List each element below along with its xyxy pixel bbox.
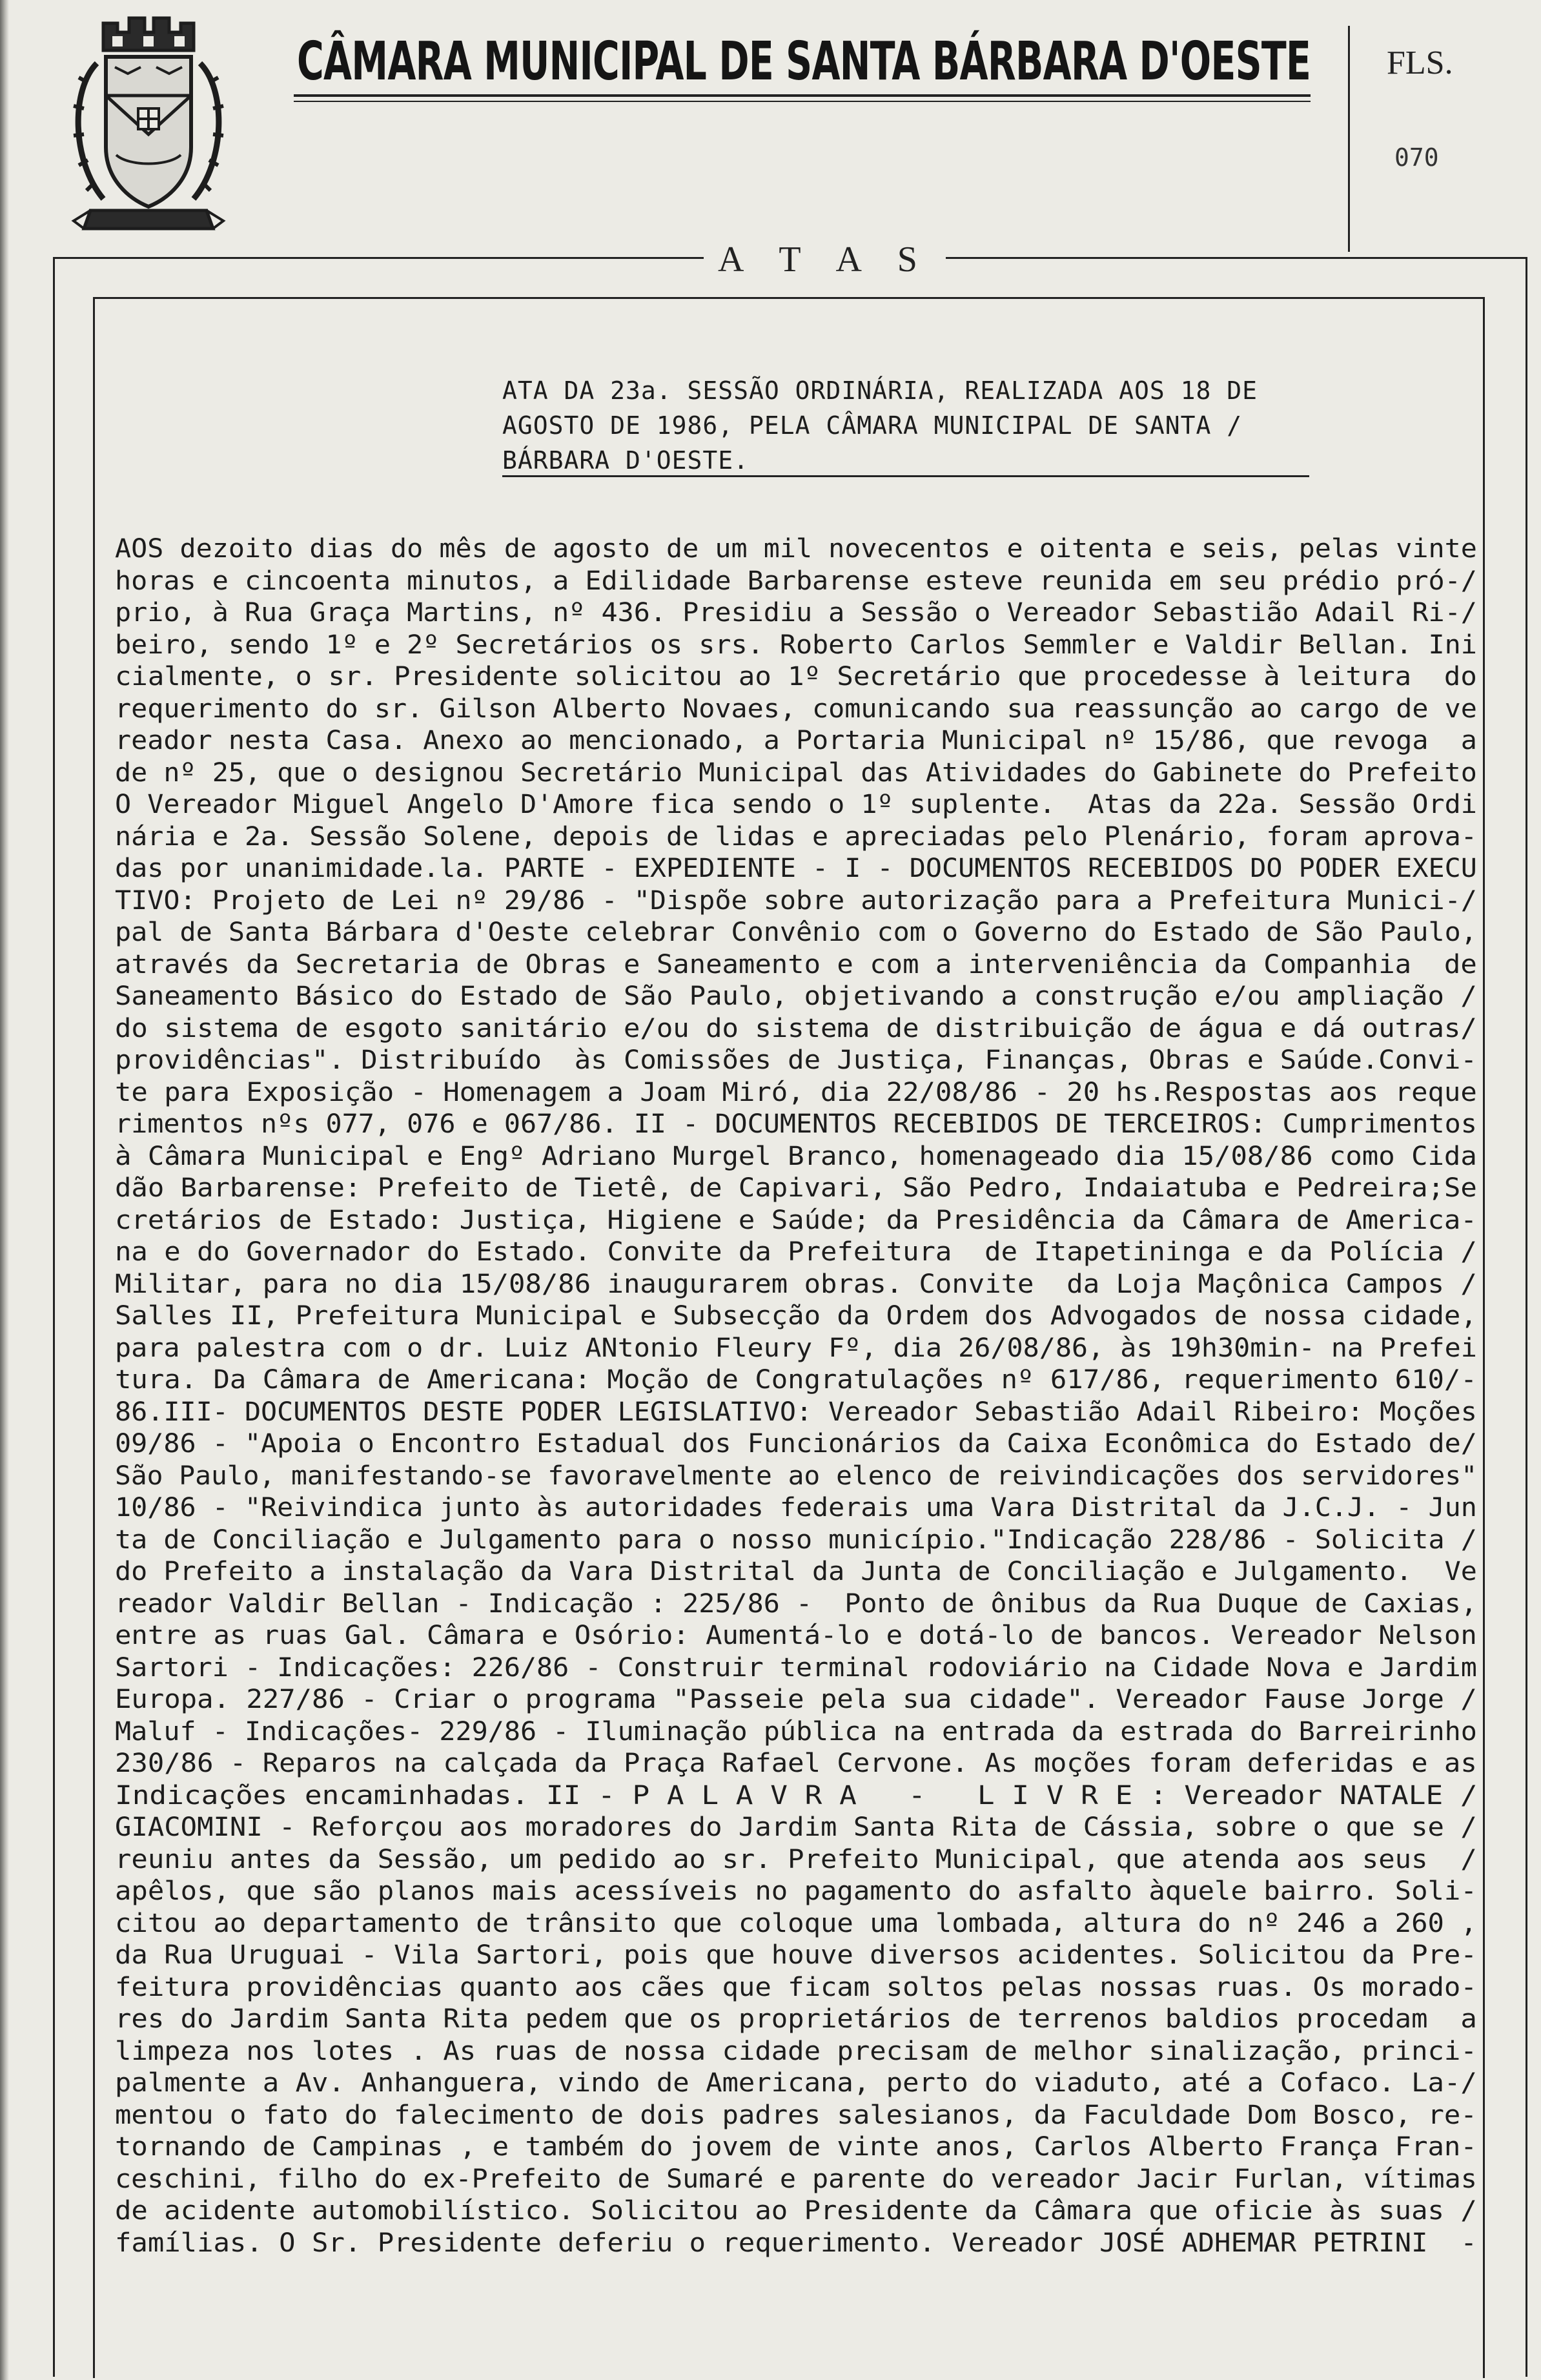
body-line: Saneamento Básico do Estado de São Paulo, objetivando a construção e/ou ampliação / — [115, 981, 1477, 1011]
body-line: Sartori - Indicações: 226/86 - Construir terminal rodoviário na Cidade Nova e Jardim — [115, 1652, 1477, 1683]
body-line: pal de Santa Bárbara d'Oeste celebrar Convênio com o Governo do Estado de São Paulo, — [115, 918, 1477, 947]
body-line: AOS dezoito dias do mês de agosto de um mil novecentos e oitenta e seis, pelas vinte — [115, 534, 1477, 564]
body-line: prio, à Rua Graça Martins, nº 436. Presidiu a Sessão o Vereador Sebastião Adail Ri-/ — [115, 598, 1477, 628]
body-line: Maluf - Indicações- 229/86 - Iluminação pública na entrada da estrada do Barreirinho — [115, 1716, 1477, 1747]
body-line: Indicações encaminhadas. II - P A L A V R A - L I V R E : Vereador NATALE / — [115, 1780, 1478, 1811]
body-line: 230/86 - Reparos na calçada da Praça Rafael Cervone. As moções foram deferidas e as — [115, 1749, 1477, 1778]
body-line: O Vereador Miguel Angelo D'Amore fica sendo o 1º suplente. Atas da 22a. Sessão Ordi — [115, 790, 1477, 819]
body-line: do sistema de esgoto sanitário e/ou do sistema de distribuição de água e dá outras/ — [115, 1013, 1477, 1043]
body-line: Salles II, Prefeitura Municipal e Subsecção da Ordem dos Advogados de nossa cidade, — [115, 1301, 1477, 1331]
minutes-body — [115, 533, 1490, 2259]
header-rule-thin — [294, 101, 1311, 102]
body-line: de nº 25, que o designou Secretário Municipal das Atividades do Gabinete do Prefeito — [115, 757, 1477, 788]
body-line: tornando de Campinas , e também do jovem de vinte anos, Carlos Alberto França Fran- — [115, 2132, 1477, 2162]
body-line: rimentos nºs 077, 076 e 067/86. II - DOCUMENTOS RECEBIDOS DE TERCEIROS: Cumprimentos — [115, 1109, 1477, 1139]
body-line: São Paulo, manifestando-se favoravelmente ao elenco de reivindicações dos servidores" — [115, 1461, 1478, 1491]
body-line: Militar, para no dia 15/08/86 inaugurarem obras. Convite da Loja Maçônica Campos / — [115, 1269, 1477, 1299]
body-line: da Rua Uruguai - Vila Sartori, pois que houve diversos acidentes. Solicitou da Pre- — [115, 1940, 1477, 1970]
body-line: palmente a Av. Anhanguera, vindo de Americana, perto do viaduto, até a Cofaco. La-/ — [115, 2068, 1477, 2098]
body-line: requerimento do sr. Gilson Alberto Novaes, comunicando sua reassunção ao cargo de ve — [115, 693, 1477, 724]
body-line: citou ao departamento de trânsito que coloque uma lombada, altura do nº 246 a 260 , — [115, 1908, 1477, 1938]
body-line: res do Jardim Santa Rita pedem que os proprietários de terrenos baldios procedam a — [115, 2004, 1477, 2034]
body-line: GIACOMINI - Reforçou aos moradores do Jardim Santa Rita de Cássia, sobre o que se / — [115, 1812, 1477, 1842]
folio-divider — [1348, 26, 1350, 252]
body-line: ceschini, filho do ex-Prefeito de Sumaré e parente do vereador Jacir Furlan, vítimas — [115, 2164, 1477, 2194]
body-line: ta de Conciliação e Julgamento para o nosso município."Indicação 228/86 - Solicita / — [115, 1524, 1477, 1555]
folio-number: 070 — [1394, 143, 1439, 172]
municipal-coat-of-arms-icon — [65, 5, 232, 247]
heading-line: ATA DA 23a. SESSÃO ORDINÁRIA, REALIZADA AOS 18 DE — [502, 376, 1258, 405]
body-line: dão Barbarense: Prefeito de Tietê, de Capivari, São Pedro, Indaiatuba e Pedreira;Se — [115, 1173, 1477, 1203]
body-line: horas e cincoenta minutos, a Edilidade Barbarense esteve reunida em seu prédio pró-/ — [115, 566, 1477, 596]
body-line: mentou o fato do falecimento de dois padres salesianos, da Faculdade Dom Bosco, re- — [115, 2100, 1477, 2130]
section-title: A T A S — [704, 239, 946, 280]
body-line: feitura providências quanto aos cães que ficam soltos pelas nossas ruas. Os morado- — [115, 1972, 1477, 2002]
heading-line: AGOSTO DE 1986, PELA CÂMARA MUNICIPAL DE SANTA / — [502, 411, 1243, 440]
header-rule — [294, 94, 1311, 97]
body-line: Europa. 227/86 - Criar o programa "Passeie pela sua cidade". Vereador Fause Jorge / — [115, 1685, 1477, 1714]
body-line: de acidente automobilístico. Solicitou ao Presidente da Câmara que oficie às suas / — [115, 2196, 1477, 2226]
body-line: na e do Governador do Estado. Convite da Prefeitura de Itapetininga e da Polícia / — [115, 1237, 1477, 1267]
heading-rule — [502, 475, 1309, 477]
folio-label: FLS. — [1387, 45, 1453, 81]
body-line: providências". Distribuído às Comissões de Justiça, Finanças, Obras e Saúde.Convi- — [115, 1045, 1477, 1075]
body-line: cialmente, o sr. Presidente solicitou ao 1º Secretário que procedesse à leitura do — [115, 662, 1477, 692]
minute-heading — [502, 373, 1309, 478]
chamber-name-title: CÂMARA MUNICIPAL DE SANTA BÁRBARA D'OESTE — [297, 31, 1311, 92]
body-line: TIVO: Projeto de Lei nº 29/86 - "Dispõe sobre autorização para a Prefeitura Munici-/ — [115, 885, 1477, 916]
body-line: através da Secretaria de Obras e Saneamento e com a interveniência da Companhia de — [115, 949, 1477, 980]
body-line: do Prefeito a instalação da Vara Distrital da Junta de Conciliação e Julgamento. Ve — [115, 1557, 1477, 1586]
body-line: para palestra com o dr. Luiz ANtonio Fleury Fº, dia 26/08/86, às 19h30min- na Prefei — [115, 1333, 1477, 1363]
body-line: 10/86 - "Reivindica junto às autoridades federais uma Vara Distrital da J.C.J. - Jun — [115, 1493, 1477, 1523]
body-line: à Câmara Municipal e Engº Adriano Murgel Branco, homenageado dia 15/08/86 como Cida — [115, 1141, 1477, 1171]
body-line: limpeza nos lotes . As ruas de nossa cidade precisam de melhor sinalização, princi- — [115, 2036, 1477, 2066]
body-line: apêlos, que são planos mais acessíveis no pagamento do asfalto àquele bairro. Soli- — [115, 1876, 1477, 1906]
heading-line: BÁRBARA D'OESTE. — [502, 446, 750, 475]
body-line: tura. Da Câmara de Americana: Moção de Congratulações nº 617/86, requerimento 610/- — [115, 1365, 1477, 1395]
binding-edge — [0, 0, 9, 2380]
body-line: famílias. O Sr. Presidente deferiu o requerimento. Vereador JOSÉ ADHEMAR PETRINI - — [115, 2228, 1477, 2258]
body-line: 09/86 - "Apoia o Encontro Estadual dos Funcionários da Caixa Econômica do Estado de/ — [115, 1429, 1477, 1459]
body-line: te para Exposição - Homenagem a Joam Miró, dia 22/08/86 - 20 hs.Respostas aos reque — [115, 1077, 1477, 1107]
body-line: 86.III- DOCUMENTOS DESTE PODER LEGISLATIVO: Vereador Sebastião Adail Ribeiro: Moções — [115, 1397, 1477, 1427]
body-line: das por unanimidade.la. PARTE - EXPEDIENTE - I - DOCUMENTOS RECEBIDOS DO PODER EXECU — [115, 854, 1477, 883]
body-line: entre as ruas Gal. Câmara e Osório: Aumentá-lo e dotá-lo de bancos. Vereador Nelson — [115, 1621, 1477, 1650]
body-line: cretários de Estado: Justiça, Higiene e Saúde; da Presidência da Câmara de America- — [115, 1205, 1477, 1235]
body-line: reador Valdir Bellan - Indicação : 225/86 - Ponto de ônibus da Rua Duque de Caxias, — [115, 1588, 1477, 1619]
body-line: reuniu antes da Sessão, um pedido ao sr. Prefeito Municipal, que atenda aos seus / — [115, 1844, 1477, 1874]
body-line: nária e 2a. Sessão Solene, depois de lidas e apreciadas pelo Plenário, foram aprova- — [115, 821, 1477, 852]
body-line: beiro, sendo 1º e 2º Secretários os srs. Roberto Carlos Semmler e Valdir Bellan. Ini — [115, 630, 1477, 660]
body-line: reador nesta Casa. Anexo ao mencionado, a Portaria Municipal nº 15/86, que revoga a — [115, 726, 1477, 755]
